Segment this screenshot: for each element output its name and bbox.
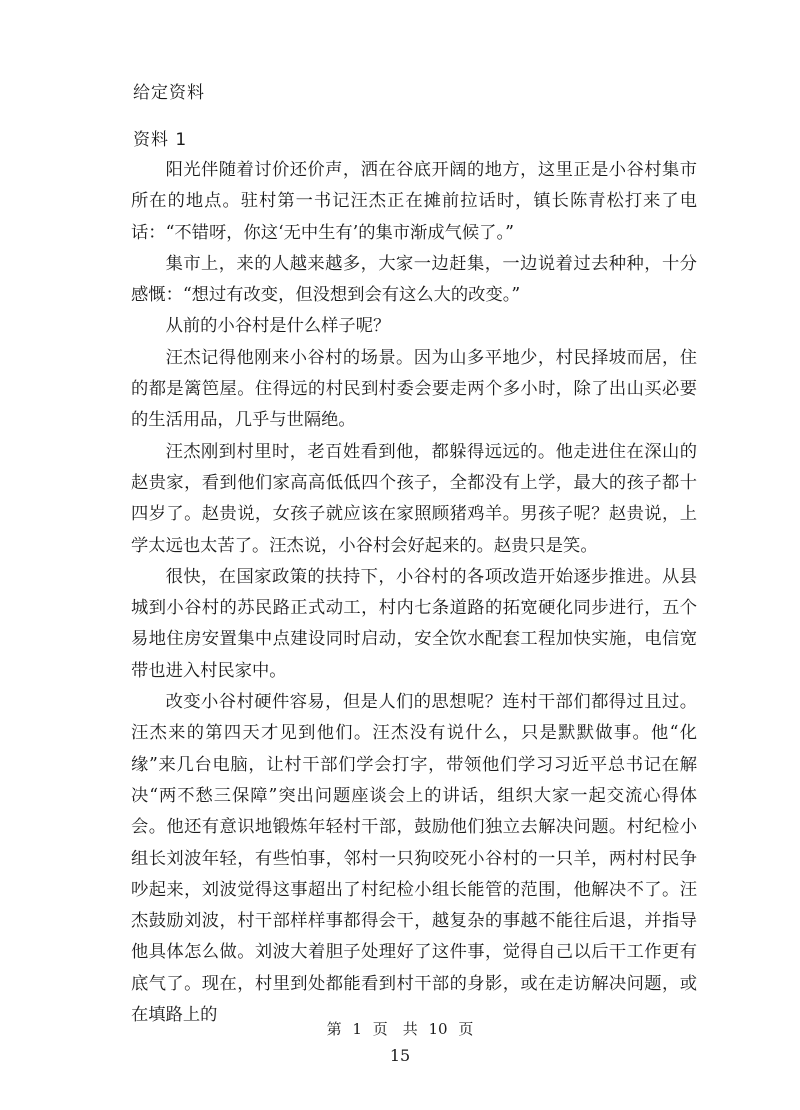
page-info: 第 1 页 共 10 页 bbox=[326, 1020, 474, 1038]
paragraph: 改变小谷村硬件容易，但是人们的思想呢？连村干部们都得过且过。汪杰来的第四天才见到他们。汪杰没有说什么，只是默默做事。他“化缘”来几台电脑，让村干部们学会打字，带领他们学习习近平总书记在解决“两不愁三保障”突出问题座谈会上的讲话，组织大家一起交流心得体会。他还有意识地锻炼年轻村干部，鼓励他们独立去解决问题。村纪检小组长刘波年轻，有些怕事，邻村一只狗咬死小谷村的一只羊，两村村民争吵起来，刘波觉得这事超出了村纪检小组长能管的范围，他解决不了。汪杰鼓励刘波，村干部样样事都得会干，越复杂的事越不能往后退，并指导他具体怎么做。刘波大着胆子处理好了这件事，觉得自己以后干工作更有底气了。现在，村里到处都能看到村干部的身影，或在走访解决问题，或在填路上的 bbox=[131, 692, 697, 1026]
page-number: 15 bbox=[389, 1046, 411, 1065]
paragraph: 阳光伴随着讨价还价声，洒在谷底开阔的地方，这里正是小谷村集市所在的地点。驻村第一书记汪杰正在摊前拉话时，镇长陈青松打来了电话：“不错呀，你这‘无中生有’的集市渐成气候了。” bbox=[131, 160, 697, 243]
paragraph: 集市上，来的人越来越多，大家一边赶集，一边说着过去种种，十分感慨：“想过有改变，但没想到会有这么大的改变。” bbox=[131, 253, 697, 306]
paragraph: 从前的小谷村是什么样子呢？ bbox=[165, 316, 391, 337]
paragraph: 汪杰记得他刚来小谷村的场景。因为山多平地少，村民择坡而居，住的都是篱笆屋。住得远的村民到村委会要走两个多小时，除了出山买必要的生活用品，几乎与世隔绝。 bbox=[131, 347, 697, 431]
material-title: 资料 1 bbox=[133, 130, 188, 150]
paragraph: 很快，在国家政策的扶持下，小谷村的各项改造开始逐步推进。从县城到小谷村的苏民路正式动工，村内七条道路的拓宽硬化同步进行，五个易地住房安置集中点建设同时启动，安全饮水配套工程加快实施，电信宽带也进入村民家中。 bbox=[131, 566, 697, 681]
body-text bbox=[131, 155, 697, 1031]
paragraph: 汪杰刚到村里时，老百姓看到他，都躲得远远的。他走进住在深山的赵贵家，看到他们家高高低低四个孩子，全都没有上学，最大的孩子都十四岁了。赵贵说，女孩子就应该在家照顾猪鸡羊。男孩子呢？赵贵说，上学太远也太苦了。汪杰说，小谷村会好起来的。赵贵只是笑。 bbox=[131, 441, 697, 556]
section-title: 给定资料 bbox=[133, 83, 205, 103]
